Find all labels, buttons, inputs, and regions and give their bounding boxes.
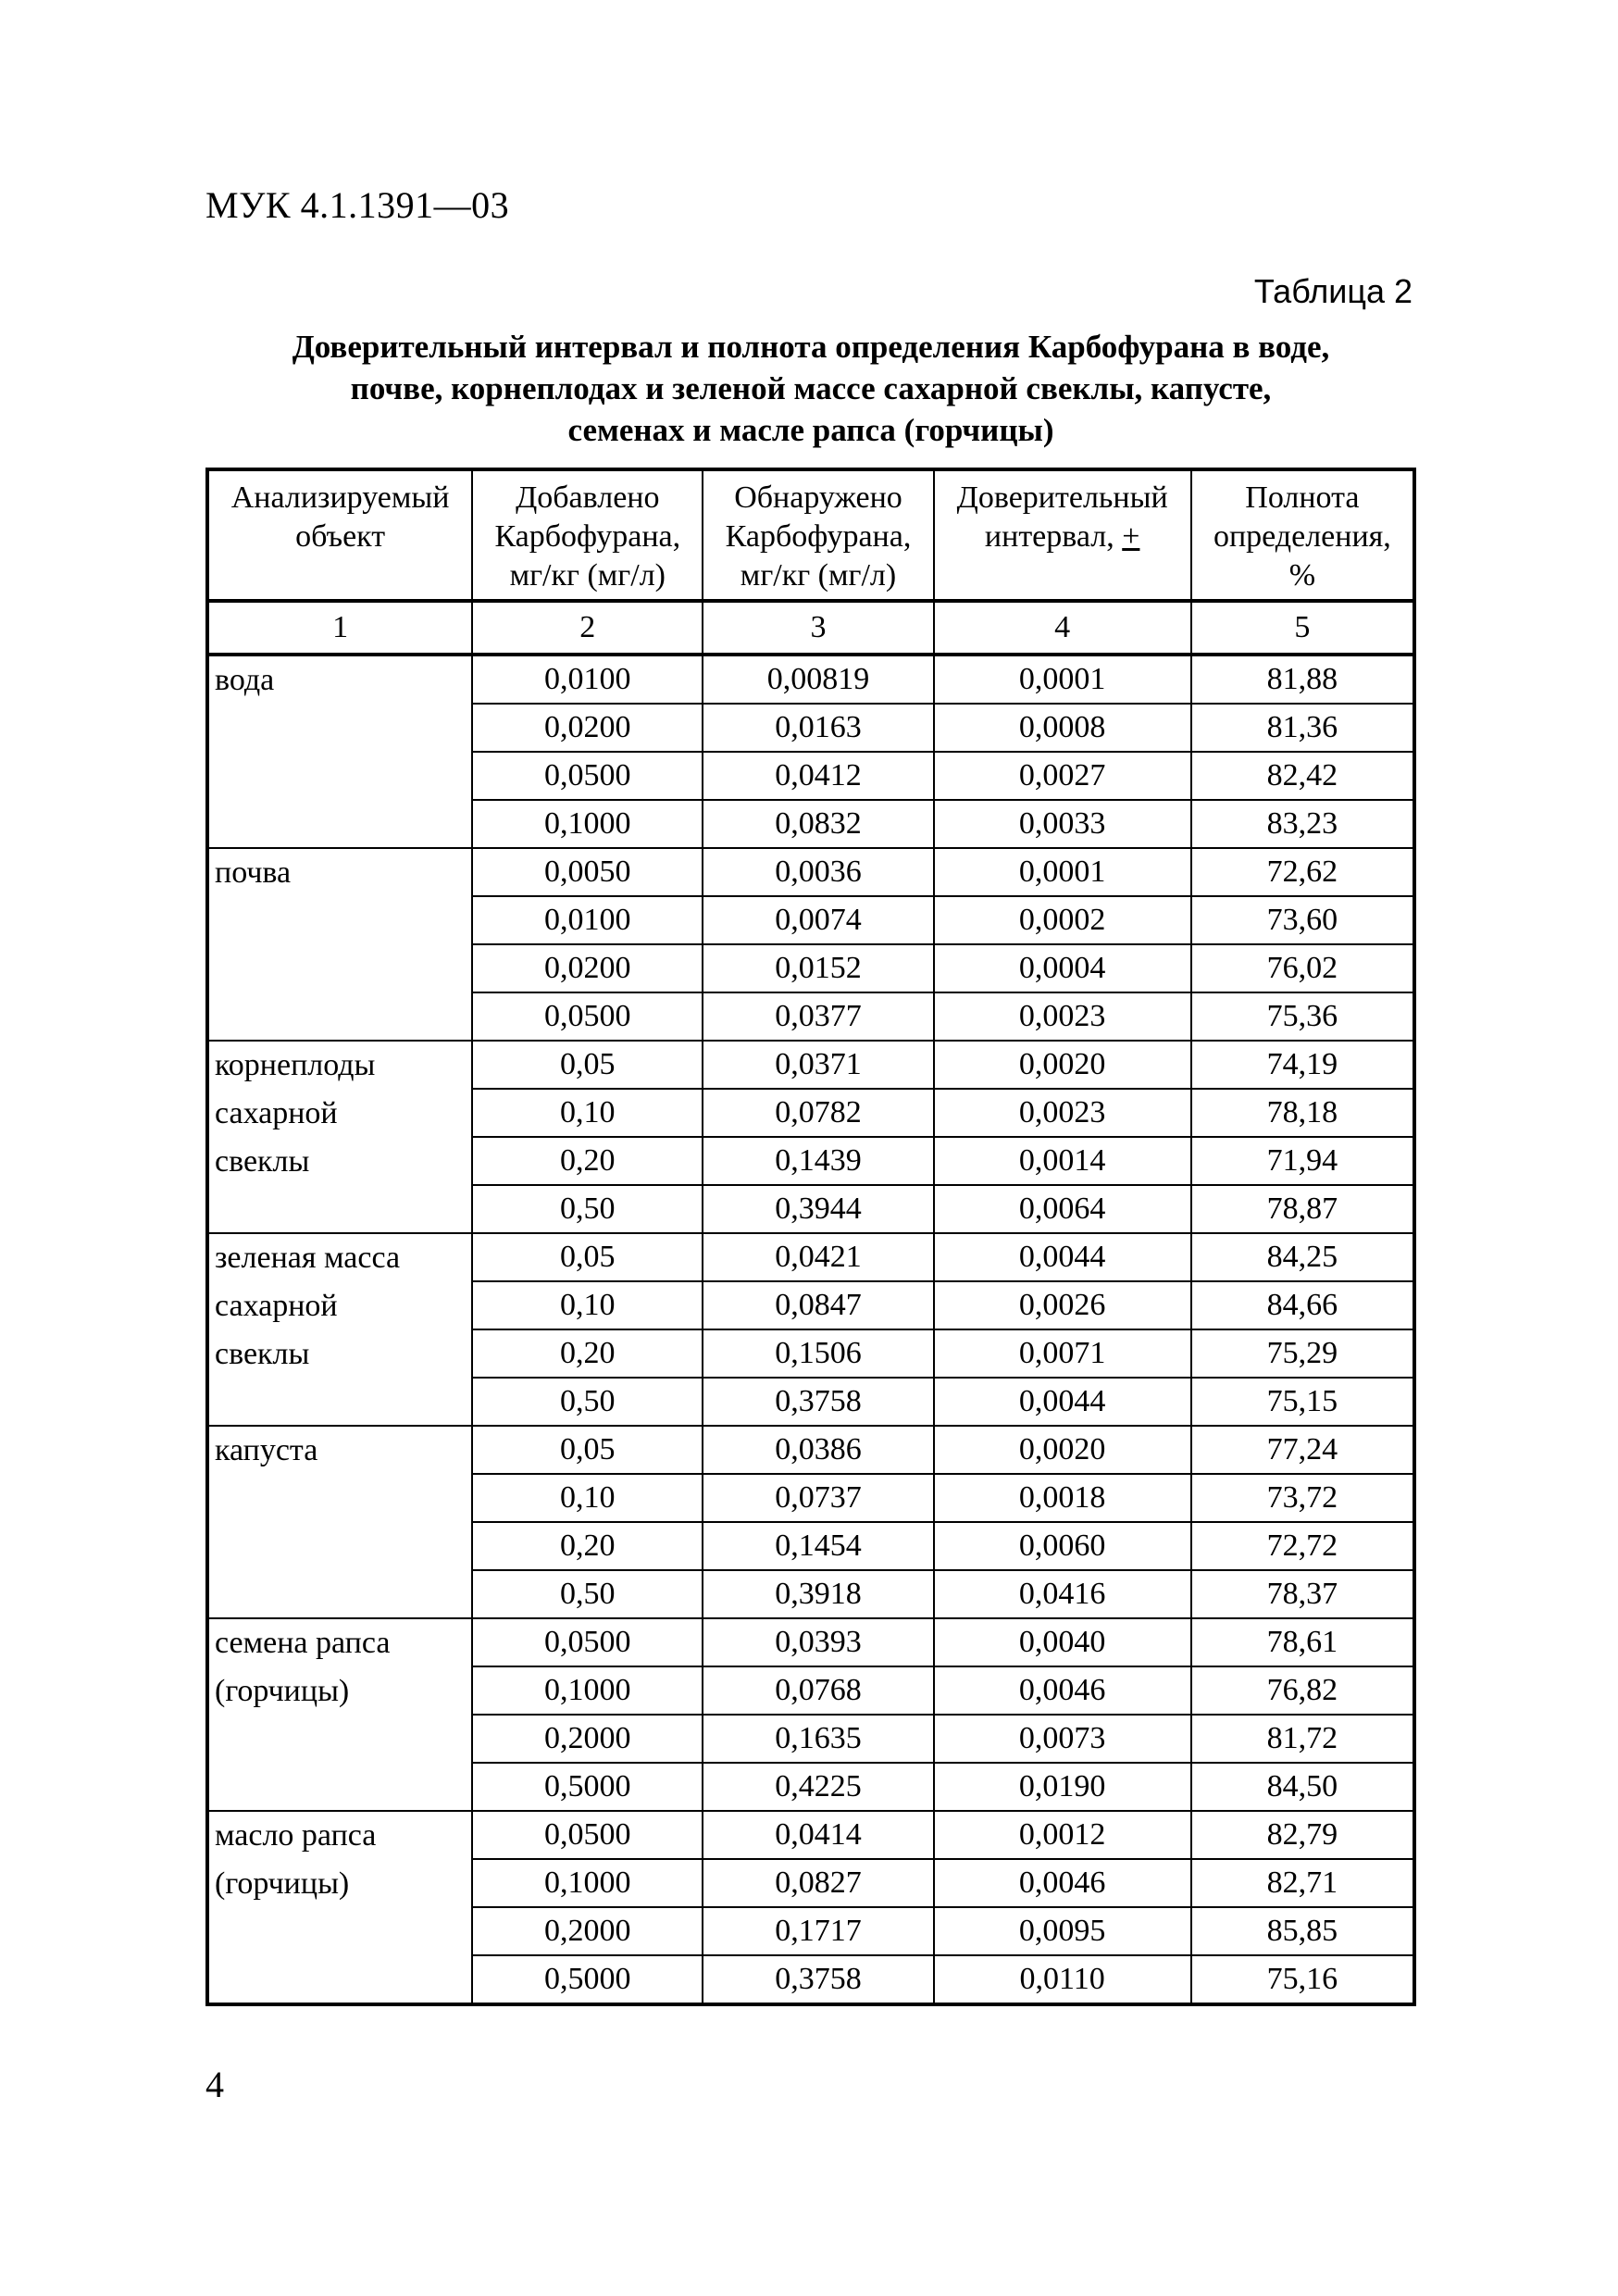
recovery-cell: 74,19 bbox=[1191, 1041, 1414, 1089]
table-row bbox=[207, 1618, 1414, 1666]
found-cell: 0,1717 bbox=[703, 1907, 933, 1955]
recovery-cell: 78,18 bbox=[1191, 1089, 1414, 1137]
interval-cell: 0,0026 bbox=[934, 1281, 1191, 1329]
interval-cell: 0,0027 bbox=[934, 752, 1191, 800]
table-row bbox=[207, 1426, 1414, 1474]
object-label: свеклы bbox=[215, 1144, 310, 1179]
recovery-cell: 72,62 bbox=[1191, 848, 1414, 896]
caption-line: семенах и масле рапса (горчицы) bbox=[567, 412, 1054, 448]
found-cell: 0,0074 bbox=[703, 896, 933, 944]
object-label: корнеплоды bbox=[215, 1048, 376, 1082]
interval-cell: 0,0001 bbox=[934, 655, 1191, 704]
added-cell: 0,0100 bbox=[472, 655, 703, 704]
interval-cell: 0,0416 bbox=[934, 1570, 1191, 1618]
found-cell: 0,4225 bbox=[703, 1763, 933, 1811]
added-cell: 0,5000 bbox=[472, 1955, 703, 2004]
object-cell bbox=[207, 1618, 472, 1811]
found-cell: 0,0371 bbox=[703, 1041, 933, 1089]
found-cell: 0,0847 bbox=[703, 1281, 933, 1329]
recovery-cell: 81,88 bbox=[1191, 655, 1414, 704]
recovery-cell: 82,79 bbox=[1191, 1811, 1414, 1859]
header-recovery: Полнота определения, % bbox=[1191, 469, 1414, 601]
caption-line: почве, корнеплодах и зеленой массе сахарной свеклы, капусте, bbox=[350, 370, 1272, 406]
recovery-cell: 72,72 bbox=[1191, 1522, 1414, 1570]
added-cell: 0,2000 bbox=[472, 1907, 703, 1955]
added-cell: 0,20 bbox=[472, 1137, 703, 1185]
added-cell: 0,0500 bbox=[472, 1618, 703, 1666]
interval-cell: 0,0095 bbox=[934, 1907, 1191, 1955]
interval-cell: 0,0023 bbox=[934, 1089, 1191, 1137]
found-cell: 0,1506 bbox=[703, 1329, 933, 1378]
column-number-row bbox=[207, 601, 1414, 655]
recovery-cell: 75,36 bbox=[1191, 992, 1414, 1041]
found-cell: 0,3758 bbox=[703, 1378, 933, 1426]
added-cell: 0,50 bbox=[472, 1185, 703, 1233]
interval-cell: 0,0060 bbox=[934, 1522, 1191, 1570]
interval-cell: 0,0001 bbox=[934, 848, 1191, 896]
object-cell bbox=[207, 1426, 472, 1618]
added-cell: 0,05 bbox=[472, 1041, 703, 1089]
added-cell: 0,0500 bbox=[472, 1811, 703, 1859]
plus-minus-sign: + bbox=[1122, 519, 1140, 554]
column-number: 1 bbox=[207, 601, 472, 655]
added-cell: 0,20 bbox=[472, 1329, 703, 1378]
added-cell: 0,10 bbox=[472, 1281, 703, 1329]
recovery-cell: 84,25 bbox=[1191, 1233, 1414, 1281]
interval-cell: 0,0110 bbox=[934, 1955, 1191, 2004]
added-cell: 0,05 bbox=[472, 1233, 703, 1281]
object-label: сахарной bbox=[215, 1096, 338, 1130]
added-cell: 0,0200 bbox=[472, 944, 703, 992]
recovery-cell: 76,82 bbox=[1191, 1666, 1414, 1715]
object-label: капуста bbox=[215, 1433, 318, 1467]
found-cell: 0,3758 bbox=[703, 1955, 933, 2004]
table-row bbox=[207, 1811, 1414, 1859]
added-cell: 0,0050 bbox=[472, 848, 703, 896]
interval-cell: 0,0002 bbox=[934, 896, 1191, 944]
object-cell bbox=[207, 1811, 472, 2004]
object-label: свеклы bbox=[215, 1337, 310, 1371]
interval-cell: 0,0014 bbox=[934, 1137, 1191, 1185]
caption-line: Доверительный интервал и полнота определения Карбофурана в воде, bbox=[292, 329, 1330, 365]
interval-cell: 0,0008 bbox=[934, 704, 1191, 752]
table-row bbox=[207, 848, 1414, 896]
found-cell: 0,0393 bbox=[703, 1618, 933, 1666]
interval-cell: 0,0046 bbox=[934, 1666, 1191, 1715]
header-object: Анализируемый объект bbox=[207, 469, 472, 601]
added-cell: 0,10 bbox=[472, 1474, 703, 1522]
object-cell bbox=[207, 655, 472, 848]
header-added: Добавлено Карбофурана, мг/кг (мг/л) bbox=[472, 469, 703, 601]
recovery-cell: 73,72 bbox=[1191, 1474, 1414, 1522]
found-cell: 0,00819 bbox=[703, 655, 933, 704]
added-cell: 0,10 bbox=[472, 1089, 703, 1137]
added-cell: 0,20 bbox=[472, 1522, 703, 1570]
added-cell: 0,50 bbox=[472, 1378, 703, 1426]
recovery-cell: 75,29 bbox=[1191, 1329, 1414, 1378]
found-cell: 0,1439 bbox=[703, 1137, 933, 1185]
column-number: 2 bbox=[472, 601, 703, 655]
interval-cell: 0,0040 bbox=[934, 1618, 1191, 1666]
recovery-cell: 84,50 bbox=[1191, 1763, 1414, 1811]
added-cell: 0,50 bbox=[472, 1570, 703, 1618]
header-found: Обнаружено Карбофурана, мг/кг (мг/л) bbox=[703, 469, 933, 601]
recovery-cell: 71,94 bbox=[1191, 1137, 1414, 1185]
recovery-cell: 82,42 bbox=[1191, 752, 1414, 800]
added-cell: 0,5000 bbox=[472, 1763, 703, 1811]
added-cell: 0,1000 bbox=[472, 800, 703, 848]
found-cell: 0,0377 bbox=[703, 992, 933, 1041]
interval-cell: 0,0033 bbox=[934, 800, 1191, 848]
found-cell: 0,0412 bbox=[703, 752, 933, 800]
interval-cell: 0,0044 bbox=[934, 1378, 1191, 1426]
added-cell: 0,0500 bbox=[472, 752, 703, 800]
recovery-cell: 82,71 bbox=[1191, 1859, 1414, 1907]
found-cell: 0,1635 bbox=[703, 1715, 933, 1763]
column-number: 5 bbox=[1191, 601, 1414, 655]
recovery-cell: 78,87 bbox=[1191, 1185, 1414, 1233]
recovery-cell: 81,72 bbox=[1191, 1715, 1414, 1763]
interval-cell: 0,0020 bbox=[934, 1041, 1191, 1089]
column-number: 4 bbox=[934, 601, 1191, 655]
found-cell: 0,0386 bbox=[703, 1426, 933, 1474]
found-cell: 0,0414 bbox=[703, 1811, 933, 1859]
found-cell: 0,0737 bbox=[703, 1474, 933, 1522]
added-cell: 0,0200 bbox=[472, 704, 703, 752]
interval-cell: 0,0023 bbox=[934, 992, 1191, 1041]
object-cell bbox=[207, 1041, 472, 1233]
added-cell: 0,0100 bbox=[472, 896, 703, 944]
interval-cell: 0,0044 bbox=[934, 1233, 1191, 1281]
table-label: Таблица 2 bbox=[1253, 272, 1413, 310]
interval-cell: 0,0046 bbox=[934, 1859, 1191, 1907]
found-cell: 0,0036 bbox=[703, 848, 933, 896]
object-label: зеленая масса bbox=[215, 1241, 401, 1275]
found-cell: 0,3918 bbox=[703, 1570, 933, 1618]
recovery-cell: 77,24 bbox=[1191, 1426, 1414, 1474]
interval-cell: 0,0064 bbox=[934, 1185, 1191, 1233]
results-table bbox=[205, 468, 1416, 2006]
found-cell: 0,0421 bbox=[703, 1233, 933, 1281]
interval-cell: 0,0018 bbox=[934, 1474, 1191, 1522]
found-cell: 0,0832 bbox=[703, 800, 933, 848]
table-row bbox=[207, 1041, 1414, 1089]
found-cell: 0,0163 bbox=[703, 704, 933, 752]
object-label: семена рапса bbox=[215, 1626, 391, 1660]
found-cell: 0,3944 bbox=[703, 1185, 933, 1233]
interval-cell: 0,0012 bbox=[934, 1811, 1191, 1859]
page-number: 4 bbox=[205, 2064, 224, 2105]
document-code: МУК 4.1.1391—03 bbox=[205, 184, 510, 226]
added-cell: 0,1000 bbox=[472, 1666, 703, 1715]
header-row bbox=[207, 469, 1414, 601]
object-label: масло рапса bbox=[215, 1818, 377, 1853]
object-label: (горчицы) bbox=[215, 1866, 350, 1901]
column-number: 3 bbox=[703, 601, 933, 655]
interval-cell: 0,0004 bbox=[934, 944, 1191, 992]
found-cell: 0,0152 bbox=[703, 944, 933, 992]
found-cell: 0,1454 bbox=[703, 1522, 933, 1570]
recovery-cell: 81,36 bbox=[1191, 704, 1414, 752]
object-cell bbox=[207, 848, 472, 1041]
recovery-cell: 78,37 bbox=[1191, 1570, 1414, 1618]
object-label: вода bbox=[215, 663, 275, 697]
recovery-cell: 73,60 bbox=[1191, 896, 1414, 944]
recovery-cell: 76,02 bbox=[1191, 944, 1414, 992]
added-cell: 0,0500 bbox=[472, 992, 703, 1041]
table-row bbox=[207, 655, 1414, 704]
interval-cell: 0,0020 bbox=[934, 1426, 1191, 1474]
object-cell bbox=[207, 1233, 472, 1426]
interval-cell: 0,0071 bbox=[934, 1329, 1191, 1378]
added-cell: 0,2000 bbox=[472, 1715, 703, 1763]
added-cell: 0,1000 bbox=[472, 1859, 703, 1907]
table-caption bbox=[205, 326, 1416, 451]
found-cell: 0,0782 bbox=[703, 1089, 933, 1137]
object-label: почва bbox=[215, 855, 292, 890]
interval-cell: 0,0073 bbox=[934, 1715, 1191, 1763]
object-label: сахарной bbox=[215, 1289, 338, 1323]
header-interval: Доверительный интервал, + bbox=[934, 469, 1191, 601]
table-row bbox=[207, 1233, 1414, 1281]
recovery-cell: 78,61 bbox=[1191, 1618, 1414, 1666]
found-cell: 0,0768 bbox=[703, 1666, 933, 1715]
object-label: (горчицы) bbox=[215, 1674, 350, 1708]
added-cell: 0,05 bbox=[472, 1426, 703, 1474]
interval-cell: 0,0190 bbox=[934, 1763, 1191, 1811]
recovery-cell: 75,16 bbox=[1191, 1955, 1414, 2004]
recovery-cell: 75,15 bbox=[1191, 1378, 1414, 1426]
recovery-cell: 85,85 bbox=[1191, 1907, 1414, 1955]
found-cell: 0,0827 bbox=[703, 1859, 933, 1907]
recovery-cell: 84,66 bbox=[1191, 1281, 1414, 1329]
table-body bbox=[207, 655, 1414, 2004]
recovery-cell: 83,23 bbox=[1191, 800, 1414, 848]
